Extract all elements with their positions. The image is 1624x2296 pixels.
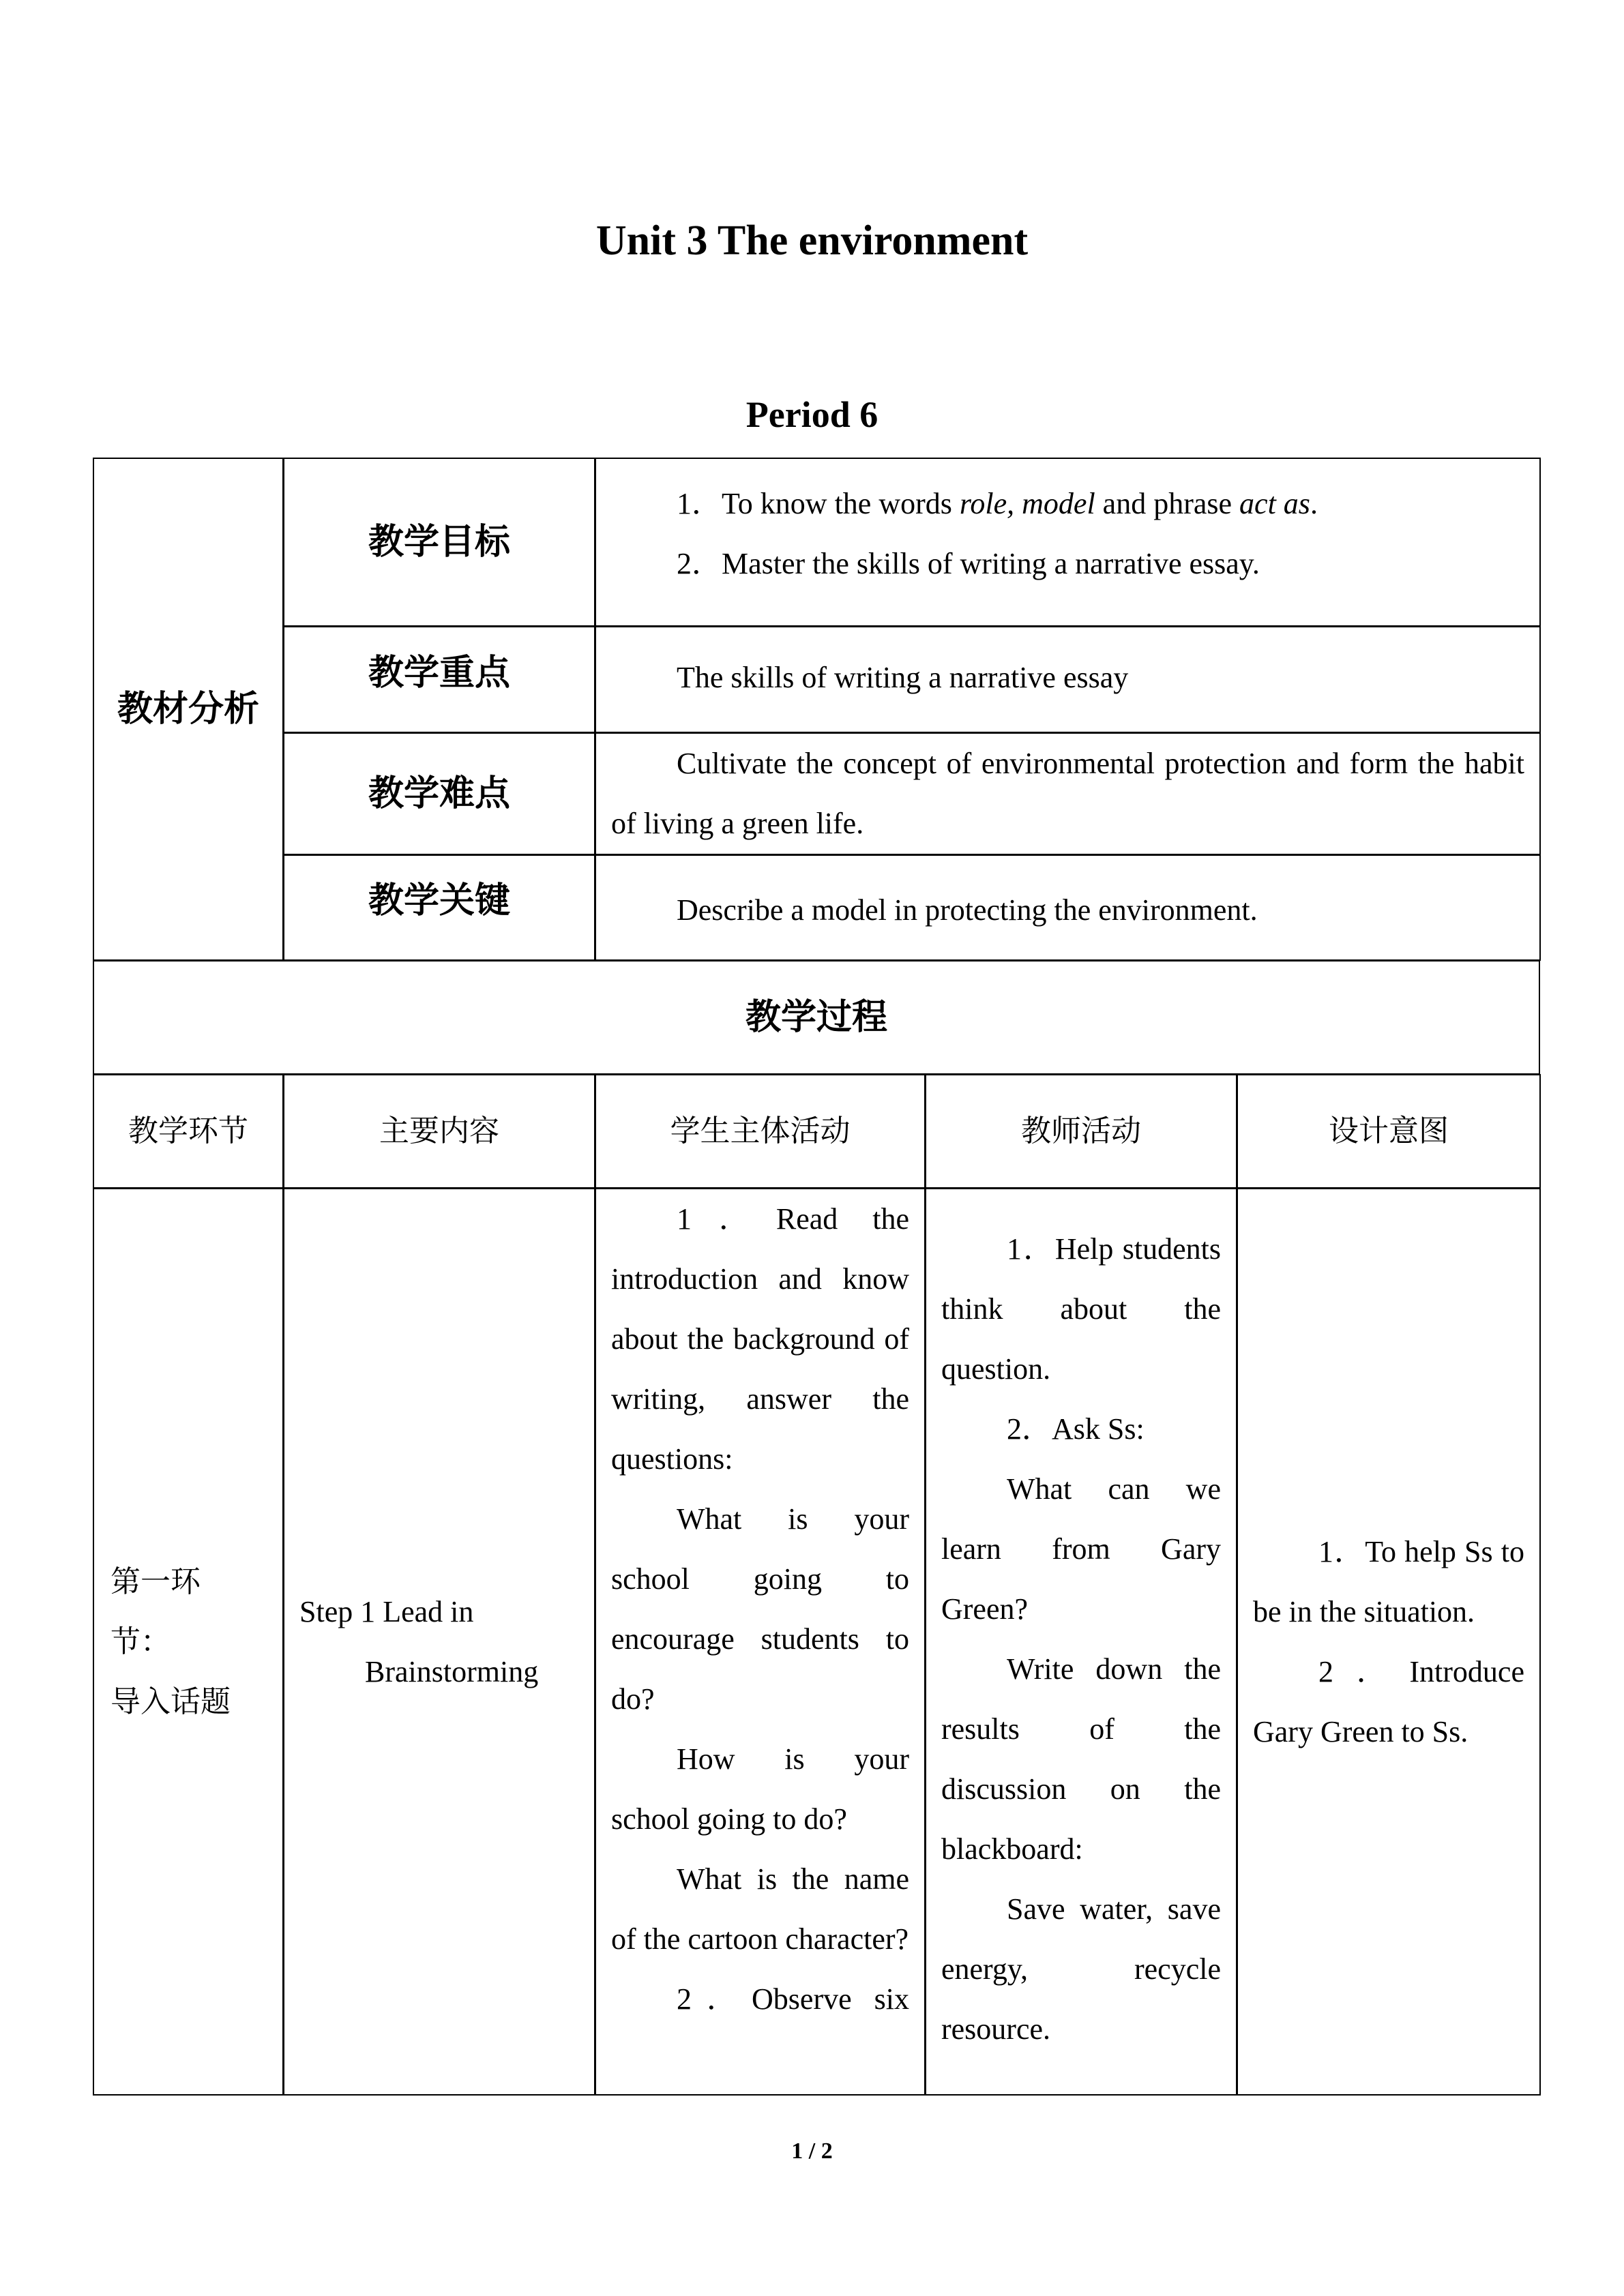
- header-teacher: 教师活动: [1021, 1114, 1141, 1148]
- stage-line-2: 节：: [110, 1624, 171, 1659]
- purpose-item-2: 2．Introduce Gary Green to Ss.: [1253, 1654, 1524, 1748]
- difficulties-label-cell: [283, 732, 595, 855]
- header-content: 主要内容: [379, 1114, 499, 1148]
- teacher-item-3: What can we learn from Gary Green?: [941, 1472, 1221, 1626]
- key-step-content-cell: [595, 854, 1541, 961]
- objectives-content-cell: [595, 458, 1541, 627]
- page-number: 1 / 2: [791, 2138, 833, 2164]
- header-purpose-cell: [1237, 1074, 1541, 1189]
- student-item-4: What is the name of the cartoon character?: [611, 1862, 909, 1956]
- header-stage-cell: [93, 1074, 284, 1189]
- purpose-cell: [1237, 1188, 1541, 2096]
- key-points-text: The skills of writing a narrative essay: [677, 661, 1129, 694]
- document-title: Unit 3 The environment: [595, 218, 1029, 264]
- key-points-label-cell: [283, 626, 595, 733]
- content-cell: [283, 1188, 595, 2096]
- difficulties-text: Cultivate the concept of environmental protection and form the habit of living a green life.: [611, 747, 1524, 840]
- teacher-activity-cell: [925, 1188, 1237, 2096]
- student-item-5: 2．Observe six: [677, 1982, 909, 2016]
- teacher-item-2: 2．Ask Ss:: [1007, 1412, 1145, 1446]
- difficulties-content-cell: [595, 732, 1541, 855]
- objectives-label-cell: [283, 458, 595, 627]
- header-student-cell: [595, 1074, 926, 1189]
- header-teacher-cell: [925, 1074, 1237, 1189]
- teacher-item-1: 1．Help students think about the question.: [941, 1232, 1221, 1386]
- header-content-cell: [283, 1074, 595, 1189]
- objective-item-1: 1．To know the words role, model and phrase act as.: [677, 487, 1318, 520]
- key-step-label-cell: [283, 854, 595, 961]
- process-title: 教学过程: [745, 997, 887, 1038]
- header-student: 学生主体活动: [670, 1114, 851, 1148]
- objectives-label: 教学目标: [368, 522, 510, 563]
- analysis-label: 教材分析: [117, 689, 259, 730]
- stage-line-3: 导入话题: [110, 1684, 231, 1719]
- purpose-item-1: 1．To help Ss to be in the situation.: [1253, 1534, 1524, 1628]
- key-step-text: Describe a model in protecting the environment.: [677, 893, 1258, 927]
- objective-item-2: 2．Master the skills of writing a narrative essay.: [677, 547, 1260, 580]
- difficulties-label: 教学难点: [368, 773, 510, 814]
- key-points-label: 教学重点: [368, 652, 510, 694]
- key-points-content-cell: [595, 626, 1541, 733]
- period-heading: Period 6: [745, 394, 879, 435]
- student-item-3: How is your school going to do?: [611, 1742, 909, 1836]
- student-activity-cell: [595, 1188, 926, 2096]
- process-title-cell: [93, 960, 1540, 1075]
- content-step: Step 1 Lead in: [299, 1594, 474, 1628]
- analysis-label-cell: [93, 458, 284, 961]
- header-purpose: 设计意图: [1329, 1114, 1449, 1148]
- student-item-2: What is your school going to encourage students to do?: [611, 1502, 909, 1716]
- teacher-item-5: Save water, save energy, recycle resource.: [941, 1892, 1221, 2046]
- stage-cell: [93, 1188, 284, 2096]
- stage-line-1: 第一环: [110, 1564, 201, 1599]
- key-step-label: 教学关键: [368, 880, 510, 921]
- teacher-item-4: Write down the results of the discussion on the blackboard:: [941, 1652, 1221, 1866]
- student-item-1: 1．Read the introduction and know about the background of writing, answer the questions:: [611, 1202, 909, 1476]
- header-stage: 教学环节: [128, 1114, 248, 1148]
- content-activity: Brainstorming: [365, 1654, 539, 1688]
